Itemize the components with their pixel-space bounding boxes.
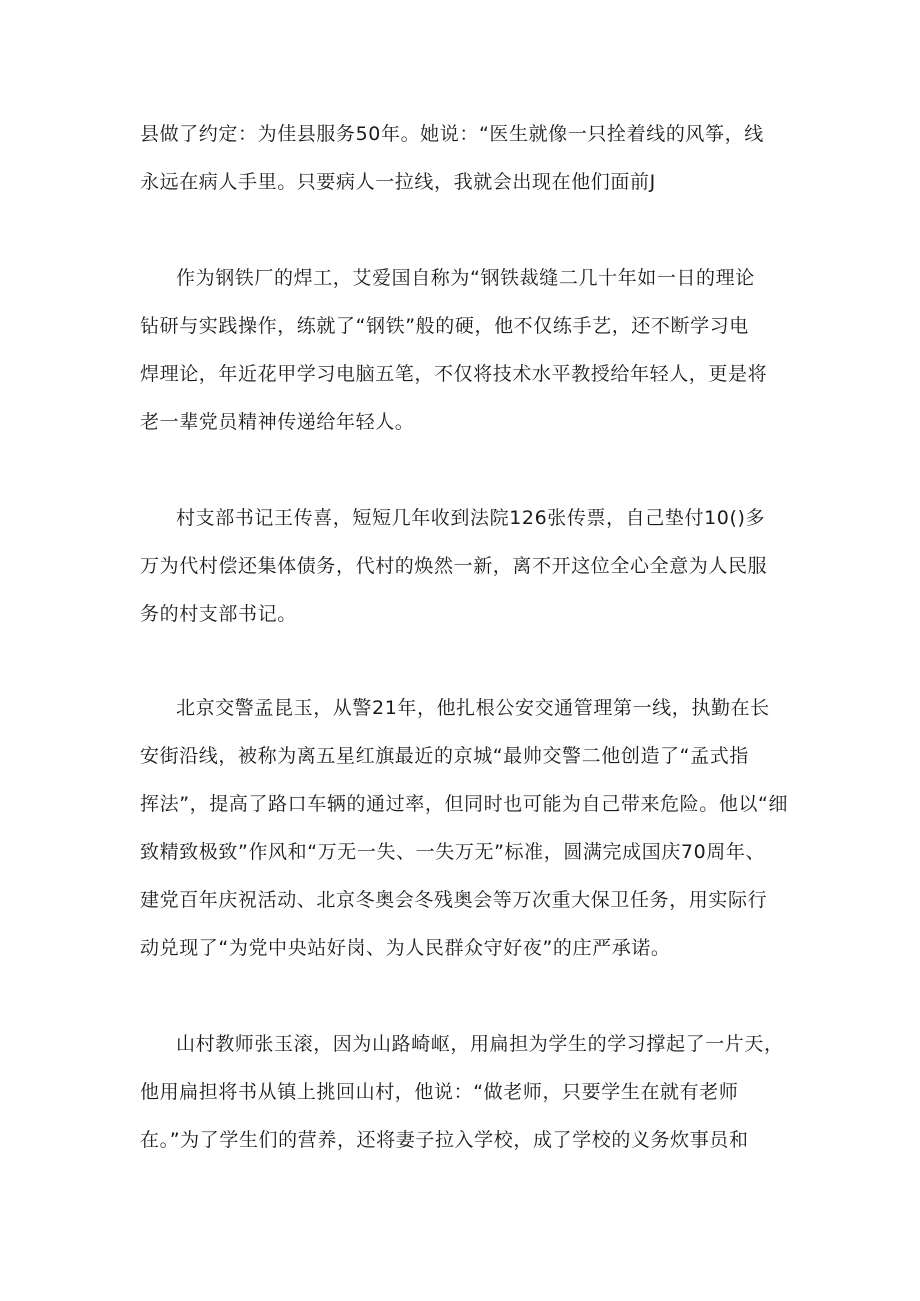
text-line: 安街沿线，被称为离五星红旗最近的京城“最帅交警二他创造了“孟式指 — [140, 745, 749, 767]
text-line: 永远在病人手里。只要病人一拉线，我就会出现在他们面前J — [140, 171, 656, 193]
text-line: 焊理论，年近花甲学习电脑五笔，不仅将技术水平教授给年轻人，更是将 — [140, 363, 768, 385]
text-line: 在。”为了学生们的营养，还将妻子拉入学校，成了学校的义务炊事员和 — [140, 1129, 749, 1151]
text-line: 他用扁担将书从镇上挑回山村，他说：“做老师，只要学生在就有老师 — [140, 1081, 739, 1103]
text-line: 县做了约定：为佳县服务50年。她说：“医生就像一只拴着线的风筝，线 — [140, 123, 764, 145]
text-line: 挥法”，提高了路口车辆的通过率，但同时也可能为自己带来危险。他以“细 — [140, 793, 789, 815]
text-line: 老一辈党员精神传递给年轻人。 — [140, 411, 415, 433]
text-line: 万为代村偿还集体债务，代村的焕然一新，离不开这位全心全意为人民服 — [140, 555, 768, 577]
text-line: 钻研与实践操作，练就了“钢铁”般的硬，他不仅练手艺，还不断学习电 — [140, 315, 749, 337]
text-line: 村支部书记王传喜，短短几年收到法院126张传票，自己垫付10()多 — [176, 507, 766, 529]
text-line: 北京交警孟昆玉，从警21年，他扎根公安交通管理第一线，执勤在长 — [176, 697, 770, 719]
text-line: 山村教师张玉滚，因为山路崎岖，用扁担为学生的学习撑起了一片天， — [176, 1033, 784, 1055]
text-line: 建党百年庆祝活动、北京冬奥会冬残奥会等万次重大保卫任务，用实际行 — [140, 889, 768, 911]
text-line: 动兑现了“为党中央站好岗、为人民群众守好夜”的庄严承诺。 — [140, 937, 671, 959]
text-line: 作为钢铁厂的焊工，艾爱国自称为“钢铁裁缝二几十年如一日的理论 — [176, 267, 755, 289]
text-line: 致精致极致”作风和“万无一失、一失万无”标准，圆满完成国庆70周年、 — [140, 841, 766, 863]
text-line: 务的村支部书记。 — [140, 603, 297, 625]
